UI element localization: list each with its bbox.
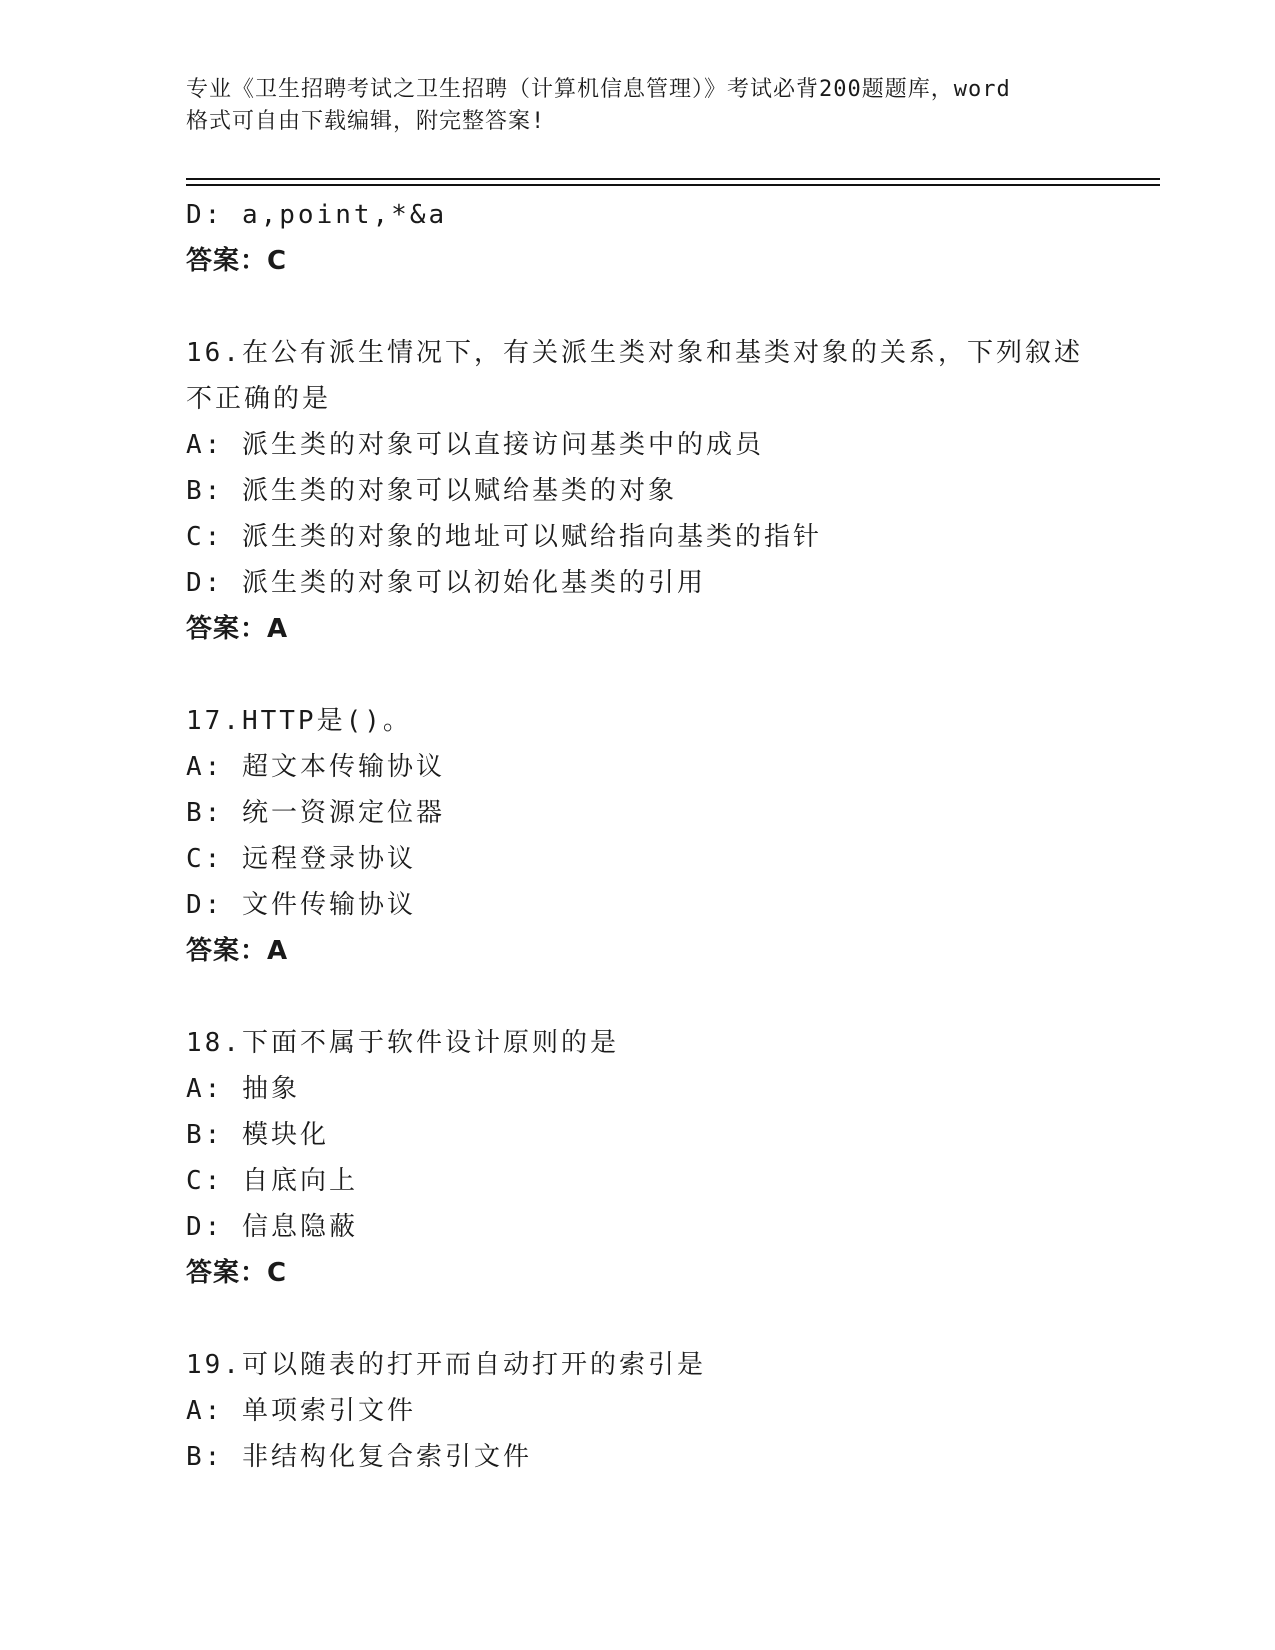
header-rule-top	[186, 178, 1160, 180]
question-title: 18.下面不属于软件设计原则的是	[186, 1028, 619, 1058]
option-b: B: 统一资源定位器	[186, 798, 445, 828]
option-d: D: 文件传输协议	[186, 890, 416, 920]
question-list	[186, 192, 1086, 1480]
question-18	[186, 1020, 1086, 1296]
question-19	[186, 1342, 1086, 1480]
spacer	[186, 974, 1086, 1020]
answer: 答案：C	[186, 1258, 288, 1288]
question-title: 16.在公有派生情况下，有关派生类对象和基类对象的关系，下列叙述	[186, 338, 1083, 368]
question-title: 19.可以随表的打开而自动打开的索引是	[186, 1350, 706, 1380]
question-17	[186, 698, 1086, 974]
option-c: C: 自底向上	[186, 1166, 358, 1196]
document-header	[186, 74, 1106, 138]
option-c: C: 远程登录协议	[186, 844, 416, 874]
question-16	[186, 330, 1086, 652]
option-c: C: 派生类的对象的地址可以赋给指向基类的指针	[186, 522, 822, 552]
header-line-2: 格式可自由下载编辑，附完整答案!	[186, 109, 546, 134]
option-b: B: 非结构化复合索引文件	[186, 1442, 532, 1472]
option-a: A: 超文本传输协议	[186, 752, 445, 782]
option-d: D: 信息隐蔽	[186, 1212, 358, 1242]
spacer	[186, 284, 1086, 330]
prev-option-d: D: a,point,*&a	[186, 200, 448, 230]
spacer	[186, 652, 1086, 698]
header-line-1: 专业《卫生招聘考试之卫生招聘（计算机信息管理）》考试必背200题题库，word	[186, 77, 1011, 102]
answer: 答案：A	[186, 936, 289, 966]
header-rule-bottom	[186, 184, 1160, 186]
option-b: B: 模块化	[186, 1120, 329, 1150]
question-title: 17.HTTP是()。	[186, 706, 412, 736]
option-b: B: 派生类的对象可以赋给基类的对象	[186, 476, 677, 506]
question-title-cont: 不正确的是	[186, 384, 332, 414]
option-a: A: 抽象	[186, 1074, 300, 1104]
spacer	[186, 1296, 1086, 1342]
option-a: A: 单项索引文件	[186, 1396, 416, 1426]
option-d: D: 派生类的对象可以初始化基类的引用	[186, 568, 706, 598]
option-a: A: 派生类的对象可以直接访问基类中的成员	[186, 430, 764, 460]
answer: 答案：A	[186, 614, 289, 644]
prev-answer: 答案：C	[186, 246, 288, 276]
